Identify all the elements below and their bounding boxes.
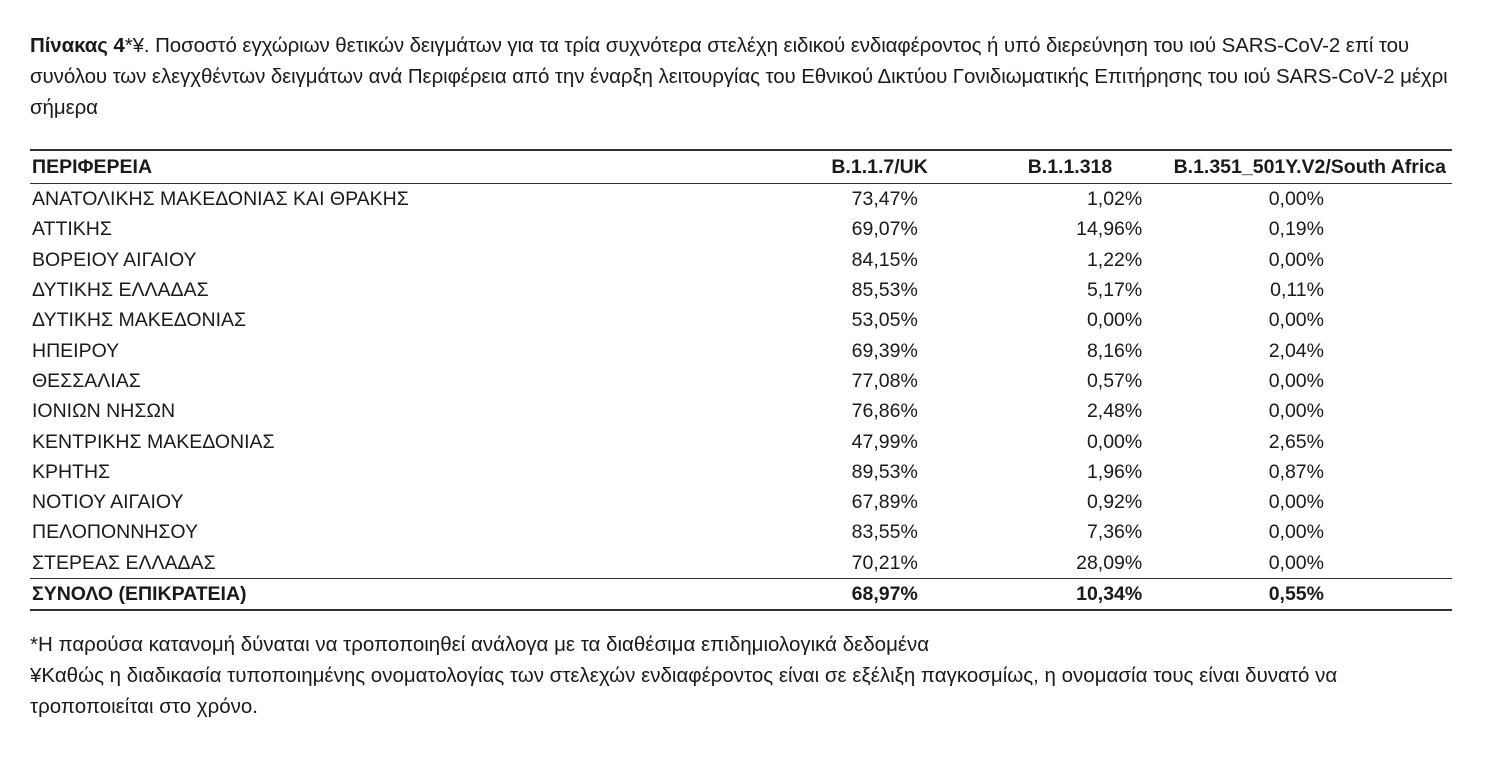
cell-region: ΔΥΤΙΚΗΣ ΕΛΛΑΔΑΣ [32, 279, 209, 302]
cell-b11318: 1,96% [1086, 460, 1143, 483]
cell-b11318: 0,00% [1086, 309, 1143, 332]
cell-b117: 73,47% [851, 188, 918, 211]
cell-region: ΒΟΡΕΙΟΥ ΑΙΓΑΙΟΥ [32, 248, 197, 271]
table-caption [30, 30, 1454, 123]
cell-region: ΚΕΝΤΡΙΚΗΣ ΜΑΚΕΔΟΝΙΑΣ [32, 430, 275, 453]
cell-b117: 67,89% [851, 491, 918, 514]
total-b117: 68,97% [851, 583, 918, 605]
table-row [30, 517, 1452, 547]
cell-region: ΠΕΛΟΠΟΝΝΗΣΟΥ [32, 521, 198, 544]
caption-label: Πίνακας 4 [30, 34, 125, 57]
cell-region: ΚΡΗΤΗΣ [32, 460, 111, 483]
footnote-asterisk: *Η παρούσα κατανομή δύναται να τροποποιηθεί ανάλογα με τα διαθέσιμα επιδημιολογικά δεδομένα [30, 633, 930, 657]
cell-b11318: 14,96% [1076, 218, 1143, 241]
cell-b1351: 0,11% [1270, 279, 1324, 302]
cell-b11318: 0,00% [1086, 430, 1143, 453]
cell-b1351: 0,00% [1268, 188, 1324, 211]
table-row [30, 184, 1452, 215]
cell-b11318: 0,92% [1086, 491, 1143, 514]
caption-text: Ποσοστό εγχώριων θετικών δειγμάτων για τα τρία συχνότερα στελέχη ειδικού ενδιαφέροντος ή υπό διερεύνηση του ιού SARS-CoV-2 επί του συνόλου των ελεγχθέντων δειγμάτων ανά Περιφέρεια από την έναρξη λειτουργίας του Εθνικού Δικτύου Γονιδιωματικής Επιτήρησης του ιού SARS-CoV-2 μέχρι σήμερα [30, 34, 1448, 119]
cell-region: ΙΟΝΙΩΝ ΝΗΣΩΝ [32, 400, 176, 423]
cell-b1351: 0,00% [1268, 491, 1324, 514]
cell-region: ΔΥΤΙΚΗΣ ΜΑΚΕΔΟΝΙΑΣ [32, 309, 247, 332]
table-row [30, 214, 1452, 244]
cell-b11318: 0,57% [1086, 369, 1143, 392]
table-row [30, 335, 1452, 365]
document [30, 30, 1454, 722]
table-row [30, 366, 1452, 396]
table-row [30, 548, 1452, 579]
cell-b117: 47,99% [851, 430, 918, 453]
total-row [30, 578, 1452, 610]
cell-b11318: 7,36% [1086, 521, 1143, 544]
cell-b117: 84,15% [851, 248, 918, 271]
cell-b1351: 0,00% [1268, 309, 1324, 332]
table-row [30, 487, 1452, 517]
table-row [30, 245, 1452, 275]
cell-region: ΘΕΣΣΑΛΙΑΣ [32, 369, 141, 392]
cell-b1351: 0,19% [1268, 218, 1324, 241]
header-region: ΠΕΡΙΦΕΡΕΙΑ [32, 156, 153, 178]
cell-b1351: 2,04% [1268, 339, 1324, 362]
header-row [30, 150, 1452, 184]
cell-b1351: 0,00% [1268, 521, 1324, 544]
cell-b117: 69,07% [851, 218, 918, 241]
header-b11318: B.1.1.318 [1027, 156, 1113, 178]
cell-b1351: 0,00% [1268, 369, 1324, 392]
cell-b117: 69,39% [851, 339, 918, 362]
cell-region: ΣΤΕΡΕΑΣ ΕΛΛΑΔΑΣ [32, 551, 216, 574]
cell-region: ΑΤΤΙΚΗΣ [32, 218, 112, 241]
table-row [30, 275, 1452, 305]
table-row [30, 396, 1452, 426]
cell-region: ΑΝΑΤΟΛΙΚΗΣ ΜΑΚΕΔΟΝΙΑΣ ΚΑΙ ΘΡΑΚΗΣ [32, 188, 409, 211]
cell-b1351: 0,00% [1268, 400, 1324, 423]
header-b117: B.1.1.7/UK [831, 156, 928, 178]
table-row [30, 457, 1452, 487]
cell-b11318: 5,17% [1086, 279, 1143, 302]
caption-marks: *¥. [124, 34, 150, 57]
cell-b117: 89,53% [851, 460, 918, 483]
cell-b11318: 8,16% [1086, 339, 1143, 362]
total-label: ΣΥΝΟΛΟ (ΕΠΙΚΡΑΤΕΙΑ) [32, 583, 247, 605]
cell-region: ΝΟΤΙΟΥ ΑΙΓΑΙΟΥ [32, 491, 184, 514]
cell-b117: 77,08% [851, 369, 918, 392]
header-b1351: B.1.351_501Y.V2/South Africa [1173, 156, 1446, 178]
cell-b11318: 28,09% [1076, 551, 1143, 574]
cell-b117: 76,86% [851, 400, 918, 423]
total-b1351: 0,55% [1268, 583, 1324, 605]
cell-b11318: 1,02% [1086, 188, 1143, 211]
cell-b1351: 0,00% [1268, 248, 1324, 271]
cell-region: ΗΠΕΙΡΟΥ [32, 339, 120, 362]
footnote-yen: ¥Καθώς η διαδικασία τυποποιημένης ονοματολογίας των στελεχών ενδιαφέροντος είναι σε εξέλιξη παγκοσμίως, η ονομασία τους είναι δυνατό να τροποποιείται στο χρόνο. [30, 664, 1338, 719]
total-b11318: 10,34% [1076, 583, 1143, 605]
footnotes [30, 629, 1454, 722]
cell-b11318: 1,22% [1086, 248, 1143, 271]
table-row [30, 305, 1452, 335]
cell-b117: 53,05% [851, 309, 918, 332]
cell-b1351: 0,87% [1268, 460, 1324, 483]
table-row [30, 426, 1452, 456]
table-body [30, 184, 1452, 579]
cell-b1351: 2,65% [1268, 430, 1324, 453]
cell-b117: 70,21% [851, 551, 918, 574]
data-table [30, 149, 1452, 611]
cell-b117: 85,53% [851, 279, 918, 302]
cell-b11318: 2,48% [1086, 400, 1143, 423]
cell-b117: 83,55% [851, 521, 918, 544]
cell-b1351: 0,00% [1268, 551, 1324, 574]
